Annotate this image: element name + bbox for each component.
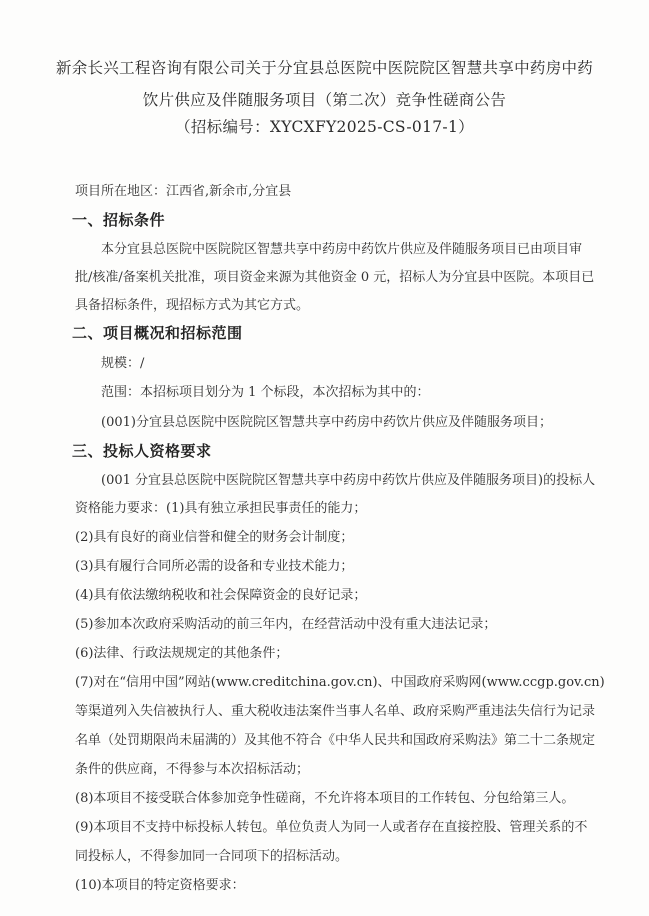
section-1-heading: 一、招标条件 <box>72 211 166 229</box>
requirement-7-line-4: 条件的供应商，不得参与本次招标活动； <box>75 762 310 777</box>
section-3-heading: 三、投标人资格要求 <box>72 442 212 460</box>
requirement-6: (6)法律、行政法规规定的其他条件； <box>75 646 289 661</box>
tender-code: （招标编号：XYCXFY2025-CS-017-1） <box>175 118 474 136</box>
requirement-7-line-3: 名单（处罚期限尚未届满的）及其他不符合《中华人民共和国政府采购法》第二十二条规定 <box>75 733 596 748</box>
requirement-10: (10)本项目的特定资格要求： <box>75 878 245 893</box>
section-1-paragraph-line-2: 批/核准/备案机关批准，项目资金来源为其他资金 0 元，招标人为分宜县中医院。本项目已 <box>75 270 595 285</box>
requirement-3: (3)具有履行合同所必需的设备和专业技术能力； <box>75 559 354 574</box>
section-2-heading: 二、项目概况和招标范围 <box>72 324 243 342</box>
document-title-line-2: 饮片供应及伴随服务项目（第二次）竞争性磋商公告 <box>142 91 507 109</box>
requirement-9-line-2: 同投标人，不得参加同一合同项下的招标活动。 <box>75 849 349 864</box>
project-scope: 范围：本招标项目划分为 1 个标段，本次招标为其中的： <box>101 385 430 400</box>
requirement-5: (5)参加本次政府采购活动的前三年内，在经营活动中没有重大违法记录； <box>75 617 497 632</box>
requirement-8: (8)本项目不接受联合体参加竞争性磋商，不允许将本项目的工作转包、分包给第三人。 <box>75 791 575 806</box>
requirement-9-line-1: (9)本项目不支持中标投标人转包。单位负责人为同一人或者存在直接控股、管理关系的不 <box>75 820 588 835</box>
qualification-intro-line-2: 资格能力要求：(1)具有独立承担民事责任的能力； <box>75 501 367 516</box>
project-location: 项目所在地区：江西省,新余市,分宜县 <box>75 184 292 199</box>
project-scale: 规模：/ <box>101 356 145 371</box>
requirement-4: (4)具有依法缴纳税收和社会保障资金的良好记录； <box>75 588 367 603</box>
section-1-paragraph-line-3: 具备招标条件，现招标方式为其它方式。 <box>75 298 310 313</box>
qualification-intro-line-1: (001 分宜县总医院中医院院区智慧共享中药房中药饮片供应及伴随服务项目)的投标人 <box>101 473 596 488</box>
section-1-paragraph-line-1: 本分宜县总医院中医院院区智慧共享中药房中药饮片供应及伴随服务项目已由项目审 <box>101 242 583 257</box>
document-title-line-1: 新余长兴工程咨询有限公司关于分宜县总医院中医院院区智慧共享中药房中药 <box>55 59 594 77</box>
lot-001: (001)分宜县总医院中医院院区智慧共享中药房中药饮片供应及伴随服务项目； <box>101 415 552 430</box>
requirement-2: (2)具有良好的商业信誉和健全的财务会计制度； <box>75 530 354 545</box>
requirement-7-line-2: 等渠道列入失信被执行人、重大税收违法案件当事人名单、政府采购严重违法失信行为记录 <box>75 704 596 719</box>
requirement-7-line-1: (7)对在“信用中国”网站(www.creditchina.gov.cn)、中国政府采购网(www.ccgp.gov.cn) <box>75 675 605 690</box>
